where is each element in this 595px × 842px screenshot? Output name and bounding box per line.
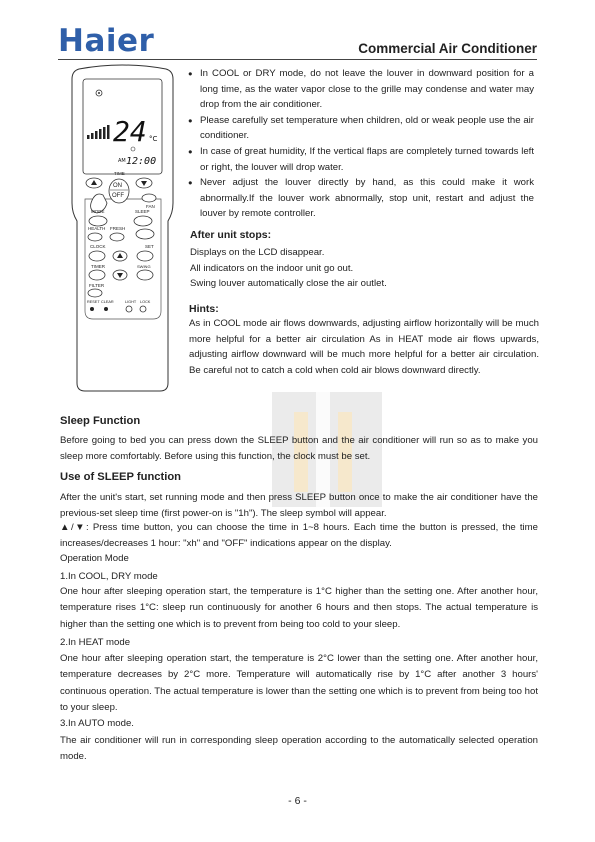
heat-mode-heading: 2.In HEAT mode [60,637,131,648]
cool-mode-text: One hour after sleeping operation start, the temperature is 1°C higher than the setting one. After another hour, temperature rises 1°C: sleep run continuously for another 6 hours and then stops. The actual temperature is higher than the setting one which is to prevent from being too cold to your sleep. [60,586,538,630]
lcd-temperature: 24 [113,115,147,148]
auto-mode-text: The air conditioner will run in corresponding sleep operation according to the automatically selected operation mode. [60,735,538,763]
svg-text:HEALTH: HEALTH [88,226,106,231]
svg-text:CLEAR: CLEAR [101,300,114,304]
haier-logo: Haier [58,23,155,59]
use-sleep-paragraph: After the unit's start, set running mode and then press SLEEP button once to make the air conditioner have the previous-set sleep time (first power-on is "1h"). The sleep symbol will appear. [60,492,538,520]
hints-section [189,303,539,378]
lcd-clock: 12:00 [126,156,157,167]
sleep-function-heading: Sleep Function [60,415,141,427]
operation-mode-label: Operation Mode [60,553,129,564]
auto-mode-heading: 3.In AUTO mode. [60,718,134,729]
svg-text:FAN: FAN [146,204,155,209]
remote-controller-illustration [65,63,180,395]
svg-text:LIGHT: LIGHT [125,300,137,304]
svg-text:TIMER: TIMER [91,264,105,269]
after-stop-section [190,229,536,292]
heat-mode-text: One hour after sleeping operation start, the temperature is 2°C lower than the setting one. After another hour, temperature decreases by 2°C more. Temperature will automatically rise by 1°C after another 3 hours' continuous operation. The actual temperature is lower than the setting one which is to prevent from being too hot to your sleep. [60,653,538,713]
lcd-am: AM [118,158,126,164]
svg-text:SWING: SWING [137,264,151,269]
sleep-function-text: Before going to bed you can press down the SLEEP button and the air conditioner will run so as to make you sleep more comfortably. Before using this function, the clock must be set. [60,435,538,463]
lcd-temp-unit: °C [149,135,158,143]
precaution-item: ● Please carefully set temperature when children, old or weak people use the air conditioner. [188,113,534,144]
svg-text:MODE: MODE [91,209,105,214]
page-number: - 6 - [288,795,307,807]
svg-text:RESET: RESET [87,300,100,304]
precaution-item: ● In case of great humidity, If the vertical flaps are completely turned towards left or right, the louver will drop water. [188,144,534,175]
svg-text:FILTER: FILTER [89,283,105,288]
header-rule [58,59,537,60]
use-sleep-heading: Use of SLEEP function [60,471,182,483]
svg-text:SET: SET [145,244,154,249]
precaution-item: ● Never adjust the louver directly by hand, as this could make it work abnormally.If the louver work abnormally, stop unit, restart and adjust the louver by remote controller. [188,175,534,222]
svg-text:ON: ON [113,183,122,189]
svg-text:CLOCK: CLOCK [90,244,106,249]
precautions-list [188,66,534,222]
cool-mode-heading: 1.In COOL, DRY mode [60,571,158,582]
precaution-item: ● In COOL or DRY mode, do not leave the louver in downward position for a long time, as the water vapor close to the grille may condense and water may drop from the air conditioner. [188,66,534,113]
svg-text:OFF: OFF [112,193,124,199]
svg-text:LOCK: LOCK [140,300,151,304]
after-stop-heading: After unit stops: [190,229,272,241]
svg-text:FRESH: FRESH [110,226,126,231]
after-stop-line: Swing louver automatically close the air outlet. [190,278,387,290]
hints-text: As in COOL mode air flows downwards, adjusting airflow horizontally will be much more helpful for a better air circulation As in HEAT mode air flows upwards, adjusting airflow downward will be much more helpful for a better air circulation. Be careful not to catch a cold when cold air blows downward directly. [189,318,539,376]
use-sleep-time-buttons: ▲/▼: Press time button, you can choose the time in 1~8 hours. Each time the button is pressed, the time increases/decreases 1 hour: "xh" and "OFF" indications appear on the display. [60,522,538,550]
svg-text:TIME: TIME [114,171,125,176]
hints-heading: Hints: [189,303,219,315]
svg-text:SLEEP: SLEEP [135,209,150,214]
after-stop-line: All indicators on the indoor unit go out. [190,262,354,274]
after-stop-line: Displays on the LCD disappear. [190,247,325,258]
document-title: Commercial Air Conditioner [358,41,537,56]
